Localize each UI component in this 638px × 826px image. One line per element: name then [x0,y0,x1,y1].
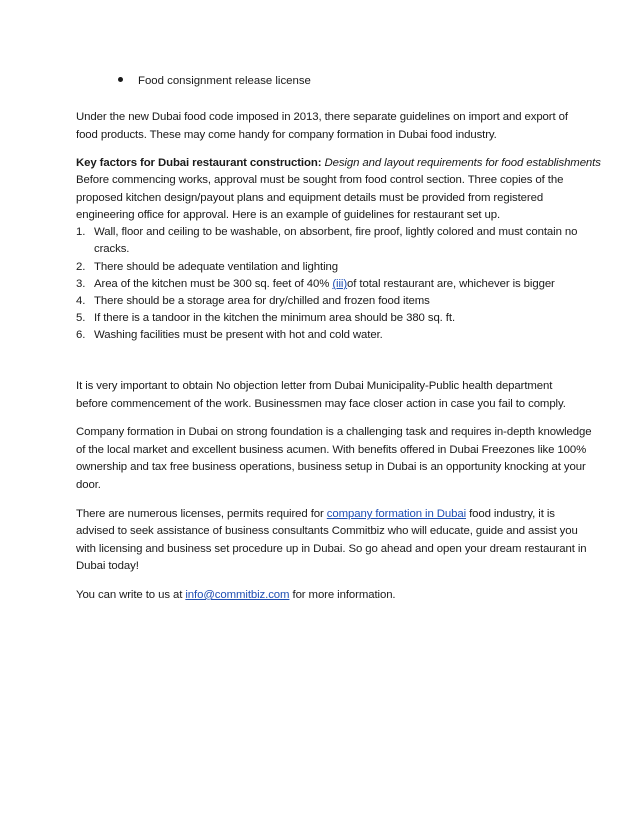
list-number: 3. [76,278,86,290]
paragraph-line: Before commencing works, approval must be sought from food control section. Three copies of the [76,174,564,186]
list-item [76,310,455,326]
list-text: There should be adequate ventilation and lighting [94,261,338,273]
paragraph-line: food products. These may come handy for company formation in Dubai food industry. [76,129,497,141]
reference-link[interactable]: (iii) [332,278,348,290]
email-link[interactable]: info@commitbiz.com [185,589,290,601]
paragraph-line [76,506,555,522]
list-text: Area of the kitchen must be 300 sq. feet of 40% [94,278,333,290]
list-text: Washing facilities must be present with hot and cold water. [94,329,383,341]
contact-line [76,587,396,603]
bullet-text: Food consignment release license [138,75,311,87]
list-item [76,259,338,275]
key-factors-heading-line [76,155,601,171]
list-text: Wall, floor and ceiling to be washable, on absorbent, fire proof, lightly colored and must contain no [94,226,578,238]
list-number: 2. [76,261,86,273]
list-item [76,293,430,309]
list-number: 6. [76,329,86,341]
paragraph-line: engineering office for approval. Here is an example of guidelines for restaurant set up. [76,209,501,221]
list-item [76,327,383,343]
paragraph-line: with licensing and business set procedure up in Dubai. So go ahead and open your dream restaurant in [76,543,587,555]
company-formation-link[interactable]: company formation in Dubai [326,508,467,520]
list-item-continuation: cracks. [94,243,130,255]
list-number: 5. [76,312,86,324]
list-text: If there is a tandoor in the kitchen the minimum area should be 380 sq. ft. [94,312,456,324]
paragraph-line: before commencement of the work. Businessmen may face closer action in case you fail to comply. [76,398,566,410]
inline-text: There are numerous licenses, permits required for [76,508,327,520]
section-heading: Key factors for Dubai restaurant construction: [76,157,322,169]
paragraph-line: door. [76,479,101,491]
paragraph-line: Dubai today! [76,560,139,572]
list-number: 1. [76,226,86,238]
bullet-icon [118,77,123,82]
paragraph-line: Company formation in Dubai on strong foundation is a challenging task and requires in-depth knowledge [76,426,592,438]
list-number: 4. [76,295,86,307]
inline-text: You can write to us at [76,589,186,601]
paragraph-line: It is very important to obtain No objection letter from Dubai Municipality-Public health department [76,380,553,392]
list-item [76,276,555,292]
paragraph-line: of the local market and excellent business acumen. With benefits offered in Dubai Freezones like 100% [76,444,587,456]
inline-text: food industry, it is [466,508,555,520]
paragraph-line: ownership and tax free business operations, business setup in Dubai is an opportunity knocking at your [76,461,586,473]
paragraph-line: advised to seek assistance of business consultants Commitbiz who will educate, guide and assist you [76,525,578,537]
list-text: There should be a storage area for dry/chilled and frozen food items [94,295,430,307]
section-subheading: Design and layout requirements for food establishments [321,157,601,169]
paragraph-line: Under the new Dubai food code imposed in 2013, there separate guidelines on import and export of [76,111,568,123]
list-item [76,224,577,240]
bullet-item [118,73,311,89]
list-text: of total restaurant are, whichever is bigger [347,278,555,290]
paragraph-line: proposed kitchen design/payout plans and equipment details must be provided from registered [76,192,544,204]
inline-text: for more information. [289,589,396,601]
